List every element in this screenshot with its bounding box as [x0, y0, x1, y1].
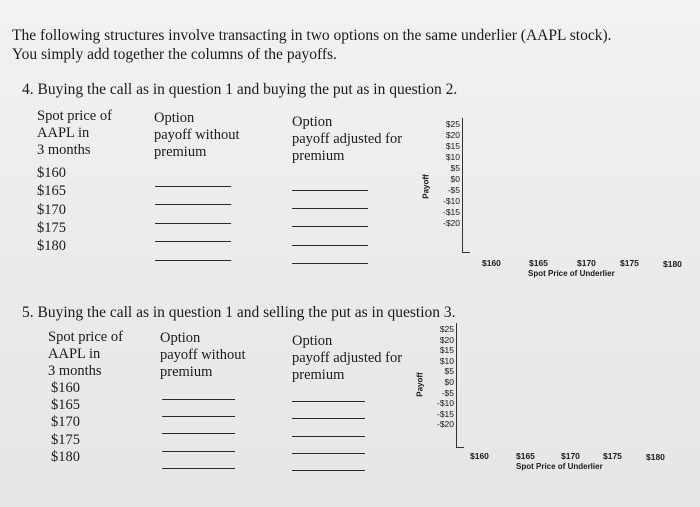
q5-adjusted-blank-3[interactable] [292, 436, 365, 437]
q5-adjusted-header: Option payoff adjusted for premium [292, 333, 403, 383]
x-tick-label: $160 [482, 258, 501, 268]
y-tick-label: -$5 [447, 185, 460, 195]
q4-adjusted-blank-2[interactable] [292, 208, 368, 209]
x-tick-label: $175 [620, 258, 639, 268]
x-tick-label: $180 [646, 452, 665, 462]
q5-adjusted-blank-4[interactable] [292, 453, 365, 454]
spot-value: $180 [37, 238, 66, 255]
y-tick-label: -$10 [436, 398, 454, 409]
y-tick-label: $20 [445, 130, 460, 140]
x-tick-label: $170 [561, 451, 580, 461]
y-tick-label: -$20 [442, 218, 460, 228]
spot-value: $170 [51, 414, 80, 431]
q5-chart-y-axis [456, 323, 457, 447]
intro-line-1: The following structures involve transacting in two options on the same underlier (AAPL stock). [12, 27, 612, 44]
q5-payoff-blank-2[interactable] [162, 416, 235, 417]
q4-payoff-blank-3[interactable] [155, 223, 231, 224]
x-tick-label: $170 [577, 258, 596, 268]
y-tick-label: $25 [439, 324, 454, 334]
y-tick-label: $20 [439, 334, 454, 345]
q5-payoff-blank-3[interactable] [162, 433, 235, 434]
q4-chart-x-axis-stub [462, 252, 470, 253]
q5-adjusted-blank-5[interactable] [292, 470, 365, 471]
q4-adjusted-blank-3[interactable] [292, 226, 368, 227]
spot-value: $160 [37, 165, 66, 181]
q4-spot-list [37, 164, 66, 255]
spot-value: $165 [37, 183, 66, 200]
q5-payoff-blank-1[interactable] [162, 399, 235, 400]
q5-payoff-header: Option payoff without premium [160, 330, 246, 380]
x-tick-label: $165 [516, 451, 535, 461]
q5-payoff-blank-4[interactable] [162, 451, 235, 452]
spot-value: $175 [37, 219, 66, 236]
spot-value: $170 [37, 201, 66, 218]
q4-spot-header: Spot price of AAPL in 3 months [37, 108, 112, 158]
q5-spot-header: Spot price of AAPL in 3 months [48, 329, 123, 379]
y-tick-label: -$20 [436, 419, 454, 430]
q4-payoff-blank-5[interactable] [155, 260, 231, 261]
q5-spot-list [51, 380, 80, 466]
q4-adjusted-blank-1[interactable] [292, 190, 368, 191]
y-tick-label: $10 [439, 355, 454, 366]
y-tick-label: $5 [444, 366, 454, 377]
y-tick-label: $5 [450, 163, 460, 173]
spot-value: $160 [51, 380, 80, 396]
y-tick-label: -$15 [436, 408, 454, 419]
question-4-title: 4. Buying the call as in question 1 and buying the put as in question 2. [22, 81, 458, 98]
spot-value: $180 [51, 448, 80, 465]
q4-chart-x-title: Spot Price of Underlier [528, 269, 615, 278]
y-tick-label: $15 [439, 345, 454, 356]
q4-payoff-blank-2[interactable] [155, 204, 231, 205]
question-5-title: 5. Buying the call as in question 1 and selling the put as in question 3. [22, 304, 456, 321]
q5-adjusted-blank-2[interactable] [292, 418, 365, 419]
q4-adjusted-header: Option payoff adjusted for premium [292, 114, 403, 164]
q4-adjusted-blank-4[interactable] [292, 245, 368, 246]
y-tick-label: $15 [445, 141, 460, 151]
q4-payoff-header: Option payoff without premium [154, 110, 240, 160]
x-tick-label: $180 [663, 259, 682, 269]
q4-adjusted-blank-5[interactable] [292, 263, 368, 264]
q4-payoff-blank-4[interactable] [155, 241, 231, 242]
y-tick-label: -$15 [442, 207, 460, 217]
q4-chart-y-title: Payoff [421, 174, 431, 199]
y-tick-label: $0 [450, 174, 460, 184]
y-tick-label: $25 [445, 119, 460, 129]
y-tick-label: -$10 [442, 196, 460, 206]
y-tick-label: $10 [445, 152, 460, 162]
spot-value: $165 [51, 397, 80, 414]
q4-chart-y-axis [462, 118, 463, 252]
y-tick-label: -$5 [441, 387, 454, 398]
q4-chart-y-labels [434, 119, 460, 229]
y-tick-label: $0 [444, 376, 454, 387]
q5-chart-y-title: Payoff [415, 372, 425, 397]
q5-chart-y-labels [428, 324, 454, 430]
x-tick-label: $175 [603, 451, 622, 461]
q5-adjusted-blank-1[interactable] [292, 401, 365, 402]
q5-chart-x-axis-stub [456, 447, 464, 448]
x-tick-label: $165 [529, 258, 548, 268]
x-tick-label: $160 [470, 451, 489, 461]
q5-payoff-blank-5[interactable] [162, 468, 235, 469]
q5-chart-x-title: Spot Price of Underlier [516, 462, 603, 471]
intro-line-2: You simply add together the columns of the payoffs. [12, 46, 337, 63]
q4-payoff-blank-1[interactable] [155, 186, 231, 187]
spot-value: $175 [51, 431, 80, 448]
